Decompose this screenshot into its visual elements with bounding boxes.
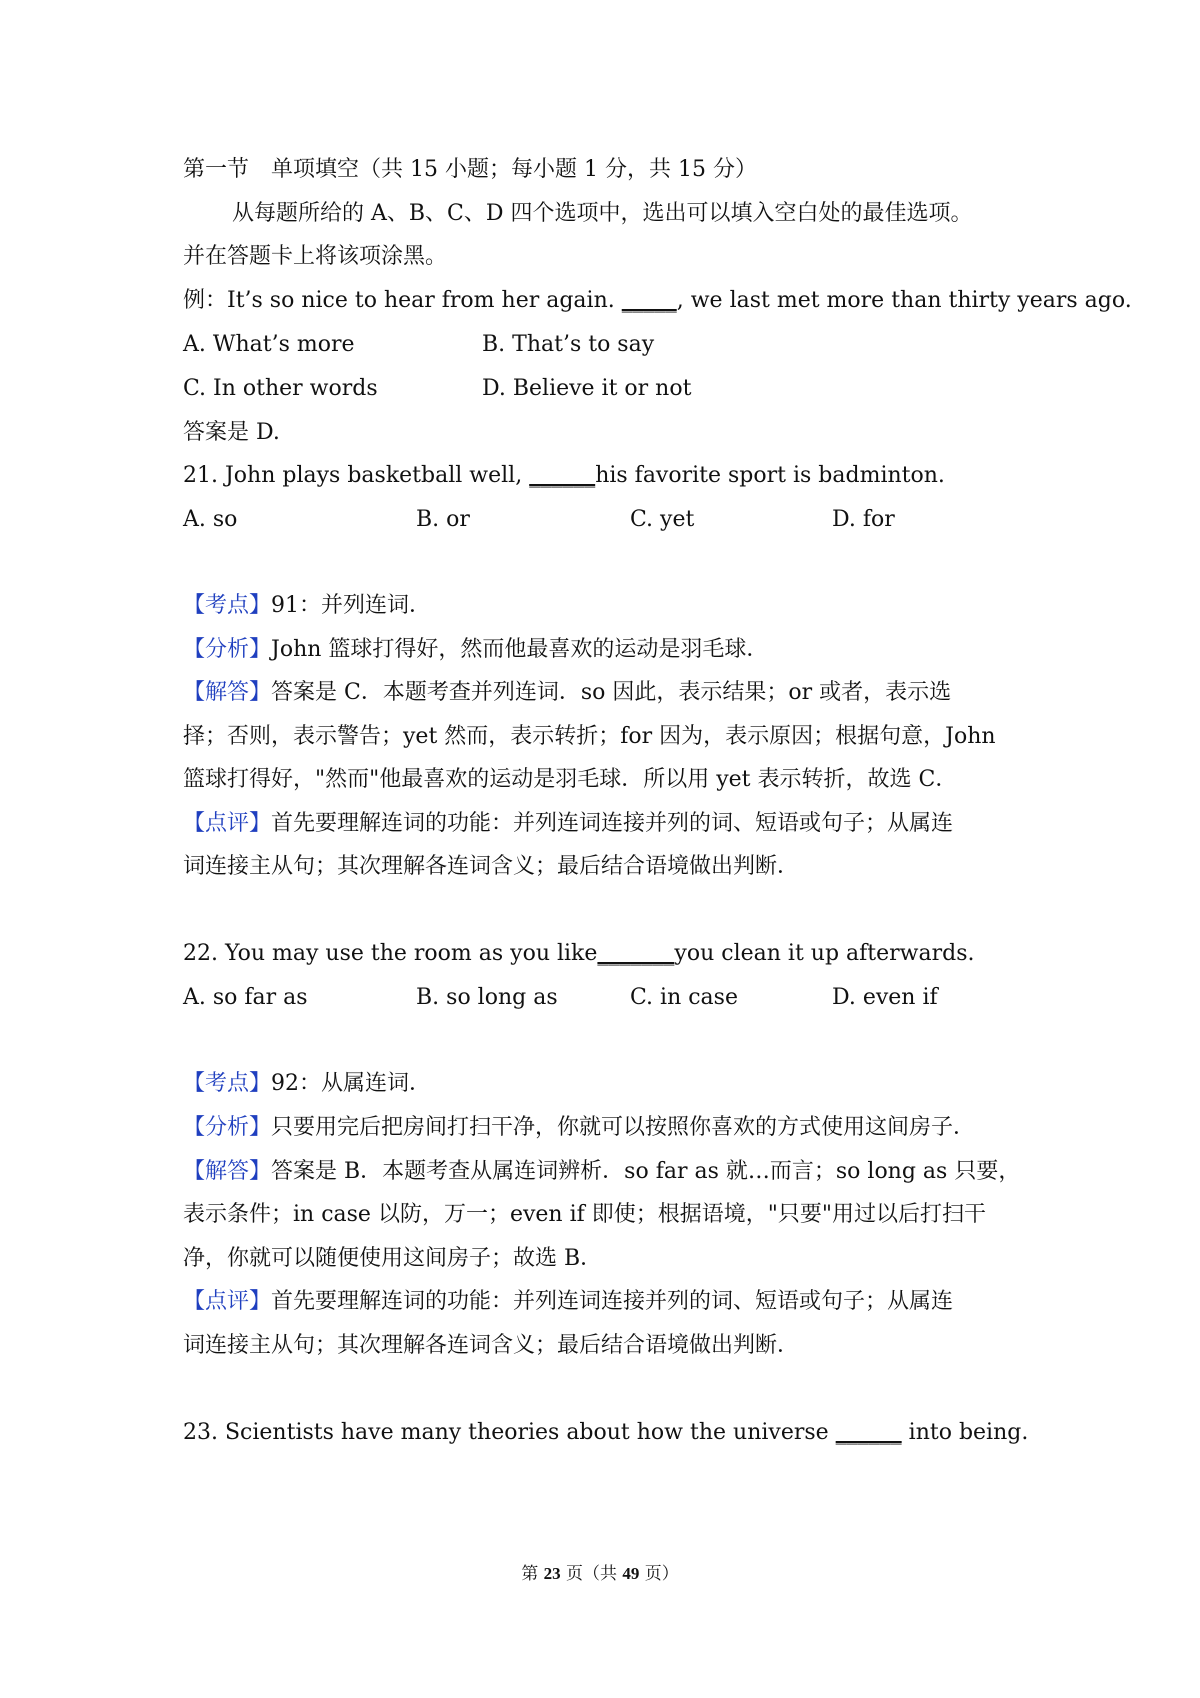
footer-pre: 第 bbox=[521, 1564, 544, 1584]
footer-mid: 页（共 bbox=[560, 1564, 623, 1584]
q21-kaodian-tag: 【考点】 bbox=[183, 593, 272, 618]
q21-jieda-tag: 【解答】 bbox=[183, 680, 272, 705]
page-footer bbox=[0, 1563, 1200, 1585]
footer-post: 页） bbox=[639, 1564, 679, 1584]
q22-option-c: C. in case bbox=[630, 985, 738, 1010]
q21-fenxi-text: John 篮球打得好，然而他最喜欢的运动是羽毛球． bbox=[271, 637, 769, 662]
q22-fenxi-text: 只要用完后把房间打扫干净，你就可以按照你喜欢的方式使用这间房子． bbox=[271, 1115, 976, 1140]
q23-stem-pre: 23. Scientists have many theories about how the universe bbox=[183, 1420, 836, 1445]
q22-option-d: D. even if bbox=[832, 985, 938, 1010]
section-heading: 第一节 单项填空（共 15 小题；每小题 1 分，共 15 分） bbox=[183, 157, 757, 182]
q21-kaodian-text: 91：并列连词． bbox=[271, 593, 432, 618]
example-blank: _____ bbox=[621, 288, 677, 313]
q22-stem bbox=[183, 939, 975, 969]
q21-jieda-line-3: 篮球打得好，"然而"他最喜欢的运动是羽毛球．所以用 yet 表示转折，故选 C． bbox=[183, 767, 958, 792]
q23-stem-post: into being. bbox=[901, 1420, 1029, 1445]
q22-kaodian-tag: 【考点】 bbox=[183, 1071, 272, 1096]
q22-option-a: A. so far as bbox=[183, 985, 308, 1010]
q21-dianping-text-1: 首先要理解连词的功能：并列连词连接并列的词、短语或句子；从属连 bbox=[271, 811, 954, 836]
q22-kaodian-text: 92：从属连词． bbox=[271, 1071, 432, 1096]
q22-dianping-line-2: 词连接主从句；其次理解各连词含义；最后结合语境做出判断． bbox=[183, 1333, 800, 1358]
q22-stem-post: you clean it up afterwards. bbox=[674, 941, 975, 966]
footer-total-pages: 49 bbox=[622, 1564, 640, 1583]
q22-blank: _______ bbox=[597, 941, 675, 966]
example-stem-prefix: 例：It’s so nice to hear from her again. bbox=[183, 288, 622, 313]
footer-page-number: 23 bbox=[543, 1564, 561, 1583]
q22-dianping-text-1: 首先要理解连词的功能：并列连词连接并列的词、短语或句子；从属连 bbox=[271, 1289, 954, 1314]
q21-jieda-line-2: 择；否则，表示警告；yet 然而，表示转折；for 因为，表示原因；根据句意，John bbox=[183, 724, 996, 749]
q22-jieda-line-1 bbox=[183, 1157, 1020, 1187]
q23-blank: ______ bbox=[835, 1420, 902, 1445]
q22-jieda-tag: 【解答】 bbox=[183, 1159, 272, 1184]
q21-stem-post: his favorite sport is badminton. bbox=[595, 463, 945, 488]
q23-stem bbox=[183, 1418, 1028, 1448]
q21-stem bbox=[183, 461, 945, 491]
q22-option-b: B. so long as bbox=[416, 985, 558, 1010]
q21-jieda-line-1 bbox=[183, 678, 951, 708]
q21-option-c: C. yet bbox=[630, 507, 695, 532]
example-option-a: A. What’s more bbox=[183, 332, 355, 357]
q22-fenxi-tag: 【分析】 bbox=[183, 1115, 272, 1140]
q21-blank: ______ bbox=[529, 463, 596, 488]
q21-fenxi bbox=[183, 635, 768, 665]
example-stem bbox=[183, 286, 1132, 316]
example-option-c: C. In other words bbox=[183, 376, 378, 401]
q22-jieda-line-3: 净，你就可以随便使用这间房子；故选 B． bbox=[183, 1246, 603, 1271]
example-option-b: B. That’s to say bbox=[482, 332, 655, 357]
q22-stem-pre: 22. You may use the room as you like bbox=[183, 941, 598, 966]
q21-jieda-text-1: 答案是 C．本题考查并列连词．so 因此，表示结果；or 或者，表示选 bbox=[271, 680, 952, 705]
q21-dianping-line-1 bbox=[183, 809, 953, 839]
q21-dianping-tag: 【点评】 bbox=[183, 811, 272, 836]
q21-kaodian bbox=[183, 591, 431, 621]
q21-fenxi-tag: 【分析】 bbox=[183, 637, 272, 662]
q21-option-a: A. so bbox=[183, 507, 238, 532]
q21-dianping-line-2: 词连接主从句；其次理解各连词含义；最后结合语境做出判断． bbox=[183, 854, 800, 879]
q21-stem-pre: 21. John plays basketball well, bbox=[183, 463, 530, 488]
q22-jieda-line-2: 表示条件；in case 以防，万一；even if 即使；根据语境，"只要"用过以后打扫干 bbox=[183, 1202, 986, 1227]
example-option-d: D. Believe it or not bbox=[482, 376, 692, 401]
q22-dianping-tag: 【点评】 bbox=[183, 1289, 272, 1314]
q22-fenxi bbox=[183, 1113, 975, 1143]
instruction-line-1: 从每题所给的 A、B、C、D 四个选项中，选出可以填入空白处的最佳选项。 bbox=[232, 201, 973, 226]
q22-dianping-line-1 bbox=[183, 1287, 953, 1317]
q21-option-b: B. or bbox=[416, 507, 470, 532]
q22-kaodian bbox=[183, 1069, 431, 1099]
example-stem-suffix: , we last met more than thirty years ago. bbox=[676, 288, 1132, 313]
q22-jieda-text-1: 答案是 B．本题考查从属连词辨析．so far as 就…而言；so long as 只要， bbox=[271, 1159, 1021, 1184]
example-answer: 答案是 D. bbox=[183, 420, 280, 445]
q21-option-d: D. for bbox=[832, 507, 895, 532]
instruction-line-2: 并在答题卡上将该项涂黑。 bbox=[183, 244, 448, 269]
